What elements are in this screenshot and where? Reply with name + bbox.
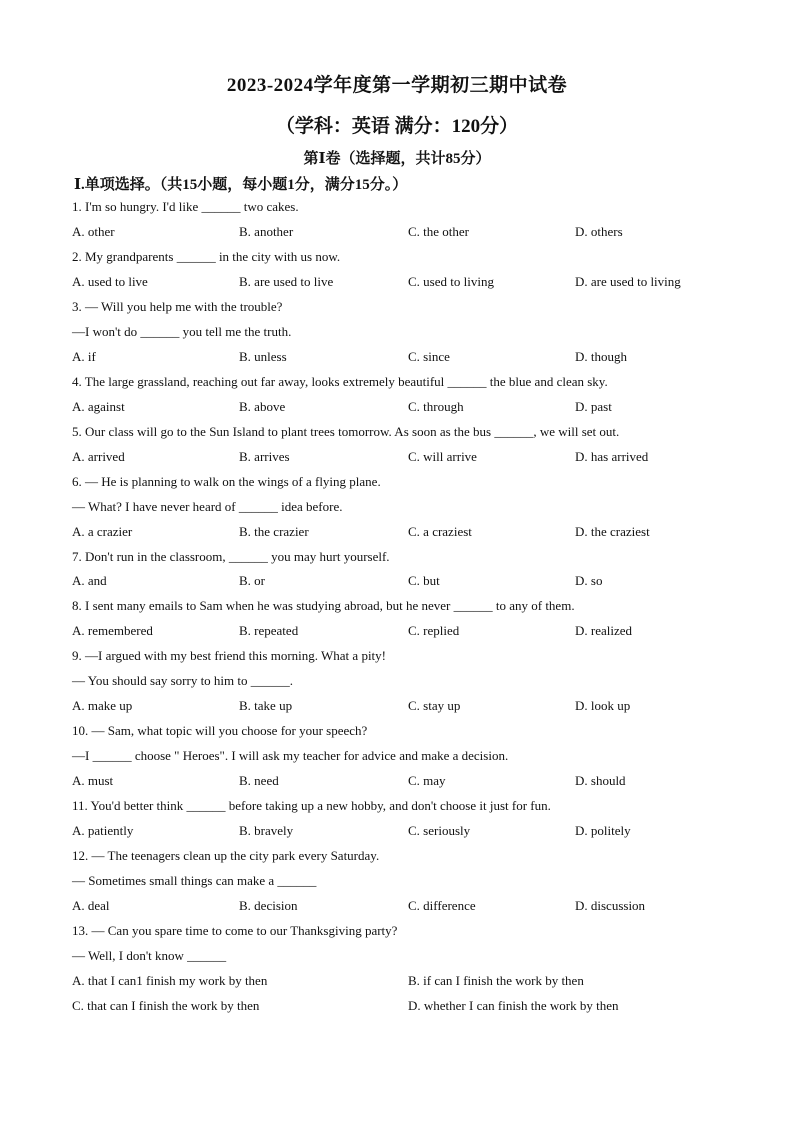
option-c: C. a craziest (408, 524, 472, 539)
question-11-options (72, 823, 752, 839)
option-c: C. will arrive (408, 449, 477, 464)
option-d: D. should (575, 773, 626, 788)
question-4-options (72, 399, 752, 415)
option-a: A. make up (72, 698, 133, 713)
question-3-reply: —I won't do ______ you tell me the truth. (72, 324, 292, 339)
question-2-options (72, 274, 752, 290)
option-c: C. seriously (408, 823, 471, 838)
question-5-options (72, 449, 752, 465)
option-d: D. has arrived (575, 449, 649, 464)
question-3-options (72, 349, 752, 365)
option-c: C. may (408, 773, 446, 788)
option-c: C. through (408, 399, 464, 414)
option-a: A. against (72, 399, 125, 414)
option-d: D. though (575, 349, 627, 364)
question-12-options (72, 898, 752, 914)
option-a: A. must (72, 773, 114, 788)
option-b: B. unless (239, 349, 287, 364)
option-c: C. but (408, 573, 440, 588)
option-b: B. decision (239, 898, 298, 913)
option-d: D. the craziest (575, 524, 650, 539)
option-d: D. whether I can finish the work by then (408, 998, 619, 1013)
question-8-stem: 8. I sent many emails to Sam when he was studying abroad, but he never ______ to any of them. (72, 598, 575, 613)
question-4-stem: 4. The large grassland, reaching out far away, looks extremely beautiful ______ the blue and clean sky. (72, 374, 608, 389)
option-a: A. that I can1 finish my work by then (72, 973, 268, 988)
question-10-reply: —I ______ choose " Heroes". I will ask my teacher for advice and make a decision. (72, 748, 509, 763)
question-2-stem: 2. My grandparents ______ in the city with us now. (72, 249, 341, 264)
question-7-options (72, 573, 752, 589)
option-d: D. are used to living (575, 274, 681, 289)
option-a: A. remembered (72, 623, 153, 638)
option-b: B. above (239, 399, 286, 414)
option-a: A. if (72, 349, 96, 364)
question-10-stem: 10. — Sam, what topic will you choose for your speech? (72, 723, 368, 738)
option-d: D. past (575, 399, 612, 414)
option-c: C. difference (408, 898, 476, 913)
question-12-stem: 12. — The teenagers clean up the city park every Saturday. (72, 848, 380, 863)
option-d: D. discussion (575, 898, 646, 913)
option-a: A. and (72, 573, 107, 588)
question-1-options (72, 224, 752, 240)
question-13-reply: — Well, I don't know ______ (72, 948, 227, 963)
option-a: A. other (72, 224, 115, 239)
question-9-reply: — You should say sorry to him to ______. (72, 673, 294, 688)
question-9-options (72, 698, 752, 714)
option-b: B. are used to live (239, 274, 334, 289)
option-d: D. others (575, 224, 623, 239)
option-a: A. used to live (72, 274, 148, 289)
section-heading: Ⅰ.单项选择。（共15小题，每小题1分，满分15分。） (74, 177, 408, 193)
option-a: A. patiently (72, 823, 134, 838)
question-13-options-row-1 (72, 973, 752, 989)
question-1-stem: 1. I'm so hungry. I'd like ______ two cakes. (72, 199, 299, 214)
option-a: A. a crazier (72, 524, 133, 539)
option-b: B. another (239, 224, 294, 239)
exam-subtitle: （学科：英语 满分：120分） (275, 116, 519, 137)
exam-title: 2023-2024学年度第一学期初三期中试卷 (226, 75, 568, 96)
option-b: B. if can I finish the work by then (408, 973, 584, 988)
question-13-options-row-2 (72, 998, 752, 1014)
question-6-stem: 6. — He is planning to walk on the wings of a flying plane. (72, 474, 381, 489)
option-d: D. politely (575, 823, 631, 838)
option-c: C. the other (408, 224, 470, 239)
question-9-stem: 9. —I argued with my best friend this morning. What a pity! (72, 648, 386, 663)
option-a: A. deal (72, 898, 110, 913)
question-11-stem: 11. You'd better think ______ before taking up a new hobby, and don't choose it just for fun. (72, 798, 551, 813)
question-13-stem: 13. — Can you spare time to come to our Thanksgiving party? (72, 923, 398, 938)
option-b: B. bravely (239, 823, 294, 838)
option-a: A. arrived (72, 449, 125, 464)
option-b: B. or (239, 573, 265, 588)
question-12-reply: — Sometimes small things can make a ______ (72, 873, 317, 888)
question-8-options (72, 623, 752, 639)
question-6-reply: — What? I have never heard of ______ idea before. (72, 499, 343, 514)
option-b: B. arrives (239, 449, 290, 464)
option-c: C. stay up (408, 698, 461, 713)
question-7-stem: 7. Don't run in the classroom, ______ you may hurt yourself. (72, 549, 390, 564)
option-c: C. used to living (408, 274, 494, 289)
option-b: B. need (239, 773, 279, 788)
question-10-options (72, 773, 752, 789)
option-b: B. repeated (239, 623, 299, 638)
option-d: D. realized (575, 623, 633, 638)
option-c: C. replied (408, 623, 460, 638)
question-3-stem: 3. — Will you help me with the trouble? (72, 299, 283, 314)
option-c: C. that can I finish the work by then (72, 998, 260, 1013)
question-5-stem: 5. Our class will go to the Sun Island to plant trees tomorrow. As soon as the bus ______, we will set out. (72, 424, 620, 439)
option-d: D. look up (575, 698, 631, 713)
option-c: C. since (408, 349, 450, 364)
option-b: B. take up (239, 698, 293, 713)
part-heading: 第Ⅰ卷（选择题，共计85分） (303, 151, 491, 167)
question-6-options (72, 524, 752, 540)
option-d: D. so (575, 573, 603, 588)
option-b: B. the crazier (239, 524, 309, 539)
